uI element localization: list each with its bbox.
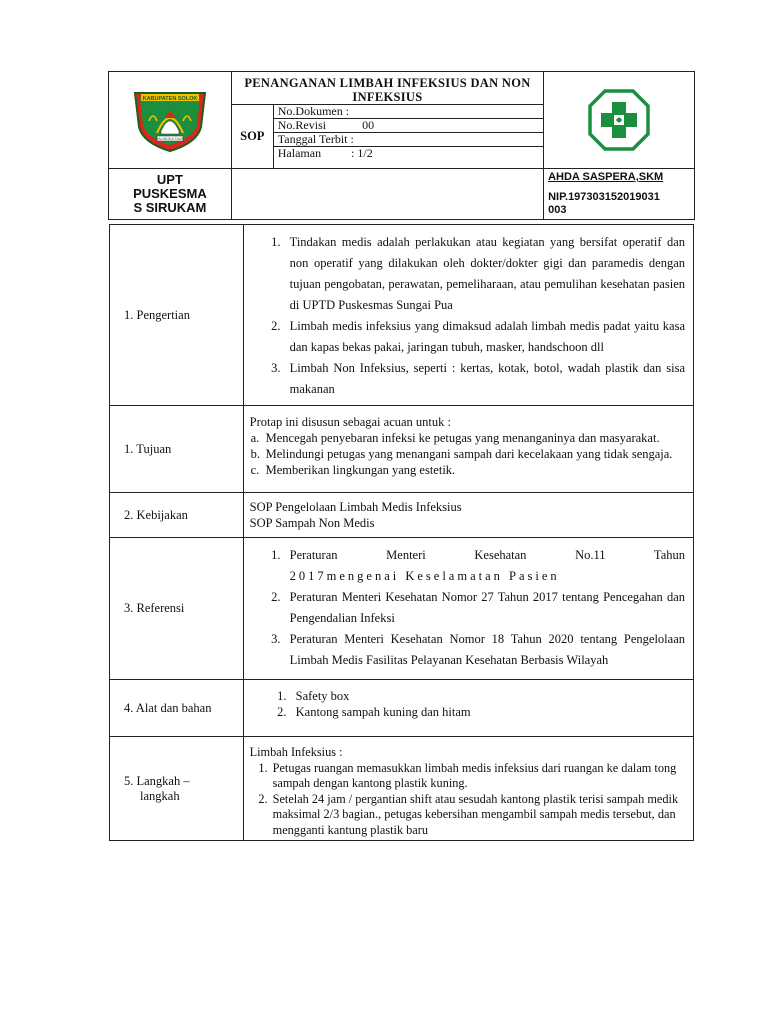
referensi-item-3: 3. Peraturan Menteri Kesehatan Nomor 18 Tahun 2020 tentang Pengelolaan Limbah Medis Fasilitas Pelayanan Kesehatan Berbasis Wilayah [284,629,685,671]
signer-nip-2: 003 [548,204,567,216]
langkah-intro: Limbah Infeksius : [249,745,343,759]
tujuan-item-c: c. Memberikan lingkungan yang estetik. [250,463,456,477]
label-tujuan: 1. Tujuan [110,406,244,493]
signature-block [544,169,695,220]
content-alat [243,680,693,737]
svg-text:KABUPATEN SOLOK: KABUPATEN SOLOK [142,96,198,102]
content-referensi [243,538,693,680]
langkah-item-1: 1. Petugas ruangan memasukkan limbah medis infeksius dari ruangan ke dalam tong sampah dengan kantong plastik kuning. [271,761,685,792]
pengertian-item-2: 2. Limbah medis infeksius yang dimaksud adalah limbah medis padat yaitu kasa dan kapas bekas pakai, jaringan tubuh, masker, handschoon dll [284,316,685,358]
unit-line-2: PUSKESMA [133,186,207,201]
signer-nip-1: NIP.197303152019031 [548,191,660,203]
pengertian-item-3: 3. Limbah Non Infeksius, seperti : kertas, kotak, botol, wadah plastik dan sisa makanan [284,358,685,400]
puskesmas-logo-icon [587,88,651,152]
row-kebijakan [110,493,694,538]
logo-right-cell [544,72,695,169]
langkah-label-1: 5. Langkah – [124,773,190,788]
unit-name [109,169,232,220]
label-langkah [110,737,244,841]
kebijakan-line-2: SOP Sampah Non Medis [249,516,375,530]
label-kebijakan: 2. Kebijakan [110,493,244,538]
document-title: PENANGANAN LIMBAH INFEKSIUS DAN NON INFEKSIUS [231,72,543,105]
halaman: Halaman : 1/2 [277,146,373,160]
logo-left-cell [109,72,232,169]
kabupaten-solok-logo-icon [131,87,209,153]
no-dokumen: No.Dokumen : [274,105,543,119]
tujuan-item-a: a. Mencegah penyebaran infeksi ke petugas yang menanganinya dan masyarakat. [250,431,660,445]
kebijakan-line-1: SOP Pengelolaan Limbah Medis Infeksius [249,500,462,514]
pengertian-item-1: 1. Tindakan medis adalah perlakukan atau kegiatan yang bersifat operatif dan non operatif yang dilakukan oleh dokter/dokter gigi dan paramedis dengan tujuan pengobatan, perawatan, pemeliharaan, atau pemulihan kesehatan pasien di UPTD Puskesmas Sungai Pua [284,232,685,316]
label-alat: 4. Alat dan bahan [110,680,244,737]
blank-cell [231,169,543,220]
header-table [108,71,695,220]
label-pengertian: 1. Pengertian [110,225,244,406]
tujuan-item-b: b. Melindungi petugas yang menangani sampah dari kecelakaan yang tidak sengaja. [250,447,673,461]
referensi-item-2: 2. Peraturan Menteri Kesehatan Nomor 27 Tahun 2017 tentang Pencegahan dan Pengendalian Infeksi [284,587,685,629]
langkah-label-2: langkah [140,788,180,803]
sop-body-table [109,224,694,841]
tujuan-intro: Protap ini disusun sebagai acuan untuk : [249,415,451,429]
content-langkah [243,737,693,841]
meta-cell [273,105,543,169]
row-langkah [110,737,694,841]
row-alat [110,680,694,737]
content-pengertian [243,225,693,406]
content-kebijakan [243,493,693,538]
label-referensi: 3. Referensi [110,538,244,680]
sop-label: SOP [231,105,273,169]
langkah-item-2: 2. Setelah 24 jam / pergantian shift atau sesudah kantong plastik terisi sampah medik maksimal 2/3 bagian., petugas kebersihan mengambil sampah medis tersebut, dan mengganti kantung plastik baru [271,792,685,839]
svg-text:SALINGKA TAUN: SALINGKA TAUN [155,137,185,141]
content-tujuan [243,406,693,493]
unit-line-1: UPT [156,172,183,187]
tanggal-terbit: Tanggal Terbit : [274,133,543,147]
referensi-item-1: 1. Peraturan Menteri Kesehatan No.11 Tahun 2017mengenai Keselamatan Pasien [284,545,685,587]
alat-item-2: 2. Kantong sampah kuning dan hitam [290,704,685,720]
row-referensi [110,538,694,680]
row-pengertian [110,225,694,406]
alat-item-1: 1. Safety box [290,688,685,704]
row-tujuan [110,406,694,493]
unit-line-3: S SIRUKAM [133,200,207,215]
no-revisi: No.Revisi 00 [274,119,543,133]
signer-name: AHDA SASPERA,SKM [548,171,664,183]
